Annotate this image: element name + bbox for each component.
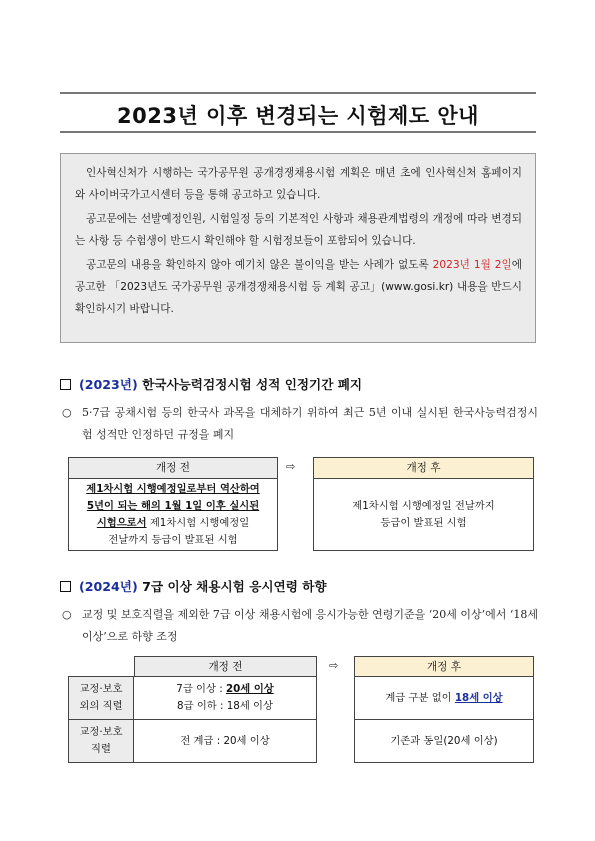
after-cell bbox=[354, 719, 534, 763]
page-title: 2023년 이후 변경되는 시험제도 안내 bbox=[117, 104, 479, 128]
notice-paragraph-2: 공고문에는 선발예정인원, 시험일정 등의 기본적인 사항과 채용관계법령의 개정에 따라 변경되는 사항 등 수험생이 반드시 확인해야 할 시험정보들이 포함되어 있습니다. bbox=[75, 213, 522, 247]
after-header: 개정 후 bbox=[313, 457, 534, 479]
notice-paragraph-3 bbox=[75, 255, 522, 320]
before-text: 전날까지 등급이 발표된 시험 bbox=[108, 533, 238, 546]
before-text: 전 계급 : 20세 이상 bbox=[180, 734, 270, 747]
title-bottom-rule bbox=[60, 131, 536, 133]
age-value: 20세 이상 bbox=[225, 683, 274, 695]
before-text: 시험으로서 bbox=[96, 516, 147, 529]
after-text: 계급 구분 없이 bbox=[385, 691, 455, 704]
row-label-correction bbox=[68, 719, 134, 763]
before-text: 7급 이상 : bbox=[176, 683, 226, 695]
circle-bullet-icon: ○ bbox=[62, 608, 72, 621]
before-cell bbox=[68, 478, 278, 551]
right-arrow-icon: ⇨ bbox=[286, 460, 296, 473]
before-text: 8급 이하 : 18세 이상 bbox=[177, 700, 273, 712]
circle-bullet-icon: ○ bbox=[62, 406, 72, 419]
row-label-text: 교정·보호 bbox=[79, 683, 123, 695]
before-text: 제1차시험 시행예정일 bbox=[146, 516, 250, 529]
checkbox-square-icon bbox=[60, 379, 71, 390]
section-year: (2024년) bbox=[79, 579, 138, 594]
before-text: 5년이 되는 해의 1월 1일 이후 실시된 bbox=[86, 499, 260, 512]
after-text: 제1차시험 시행예정일 전날까지 bbox=[352, 499, 495, 512]
row-label-text: 직렬 bbox=[91, 743, 111, 755]
right-arrow-icon: ⇨ bbox=[329, 659, 339, 672]
notice-text: 공고문의 내용을 확인하지 않아 예기치 않은 불이익을 받는 사례가 없도록 bbox=[86, 259, 433, 272]
before-header: 개정 전 bbox=[68, 457, 278, 479]
row-label-text: 외의 직렬 bbox=[79, 700, 123, 712]
section-year: (2023년) bbox=[79, 377, 138, 392]
row-label-general bbox=[68, 676, 134, 720]
section-heading-2 bbox=[60, 576, 327, 595]
section-title: 한국사능력검정시험 성적 인정기간 폐지 bbox=[142, 377, 363, 392]
bullet-text: 교정 및 보호직렬을 제외한 7급 이상 채용시험에 응시가능한 연령기준을 ‘20세 이상’에서 ‘18세 이상’으로 하향 조정 bbox=[82, 608, 538, 643]
title-top-rule bbox=[60, 92, 536, 94]
section-heading-1 bbox=[60, 374, 362, 393]
after-cell bbox=[313, 478, 534, 551]
age-value-new: 18세 이상 bbox=[454, 691, 503, 704]
announcement-date: 2023년 1월 2일 bbox=[432, 259, 512, 272]
notice-text: 에 공고한 「2023년도 국가공무원 공개경쟁채용시험 등 계획 공고」(www.gosi.kr) 내용을 반드시 확인하시기 바랍니다. bbox=[75, 259, 522, 315]
before-text: 제1차시험 시행예정일로부터 역산하여 bbox=[86, 482, 260, 495]
row-label-text: 교정·보호 bbox=[79, 726, 123, 738]
after-text: 등급이 발표된 시험 bbox=[380, 516, 467, 529]
notice-box bbox=[60, 153, 536, 343]
checkbox-square-icon bbox=[60, 581, 71, 592]
after-header: 개정 후 bbox=[354, 656, 534, 678]
after-cell bbox=[354, 676, 534, 720]
bullet-text: 5·7급 공채시험 등의 한국사 과목을 대체하기 위하여 최근 5년 이내 실시된 한국사능력검정시험 성적만 인정하던 규정을 폐지 bbox=[82, 406, 538, 441]
notice-paragraph-1: 인사혁신처가 시행하는 국가공무원 공개경쟁채용시험 계획은 매년 초에 인사혁신처 홈페이지와 사이버국가고시센터 등을 통해 공고하고 있습니다. bbox=[75, 167, 522, 201]
after-text: 기존과 동일(20세 이상) bbox=[390, 734, 498, 747]
before-cell bbox=[133, 676, 317, 720]
before-header: 개정 전 bbox=[134, 656, 317, 678]
section-title: 7급 이상 채용시험 응시연령 하향 bbox=[142, 579, 327, 594]
section-2-bullet bbox=[62, 604, 538, 648]
section-1-bullet bbox=[62, 402, 538, 446]
before-cell bbox=[133, 719, 317, 763]
